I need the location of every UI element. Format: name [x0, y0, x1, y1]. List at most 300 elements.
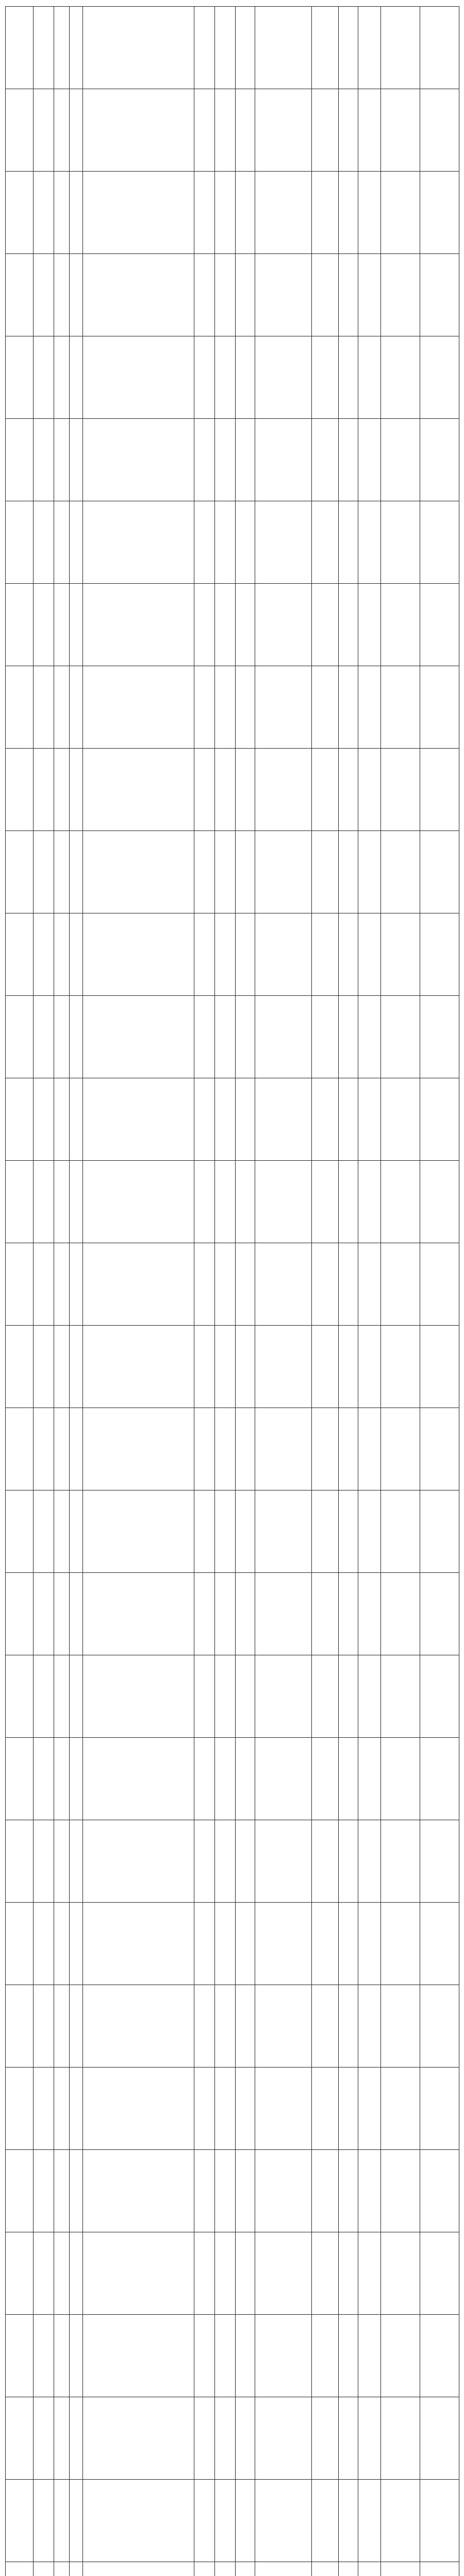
table-cell: [54, 1655, 70, 1738]
table-cell: [194, 1738, 215, 1820]
table-cell: [83, 7, 194, 89]
table-cell: [54, 1985, 70, 2067]
table-cell: [70, 1738, 83, 1820]
table-cell: [54, 1078, 70, 1161]
table-row: [6, 2562, 459, 2576]
table-cell: [312, 419, 339, 501]
table-cell: [236, 1820, 255, 1903]
table-cell: [6, 2480, 34, 2562]
table-cell: [215, 913, 236, 996]
table-cell: [381, 2150, 420, 2232]
table-cell: [381, 1820, 420, 1903]
table-cell: [358, 419, 381, 501]
table-cell: [83, 913, 194, 996]
table-row: [6, 1573, 459, 1655]
table-cell: [194, 254, 215, 336]
table-cell: [70, 419, 83, 501]
table-cell: [236, 1490, 255, 1573]
table-cell: [255, 2067, 312, 2150]
table-cell: [255, 1161, 312, 1243]
table-cell: [358, 1820, 381, 1903]
table-cell: [194, 666, 215, 749]
table-cell: [358, 913, 381, 996]
table-cell: [194, 996, 215, 1078]
table-cell: [215, 1820, 236, 1903]
table-cell: [215, 1490, 236, 1573]
table-cell: [83, 1820, 194, 1903]
table-cell: [312, 7, 339, 89]
table-cell: [358, 7, 381, 89]
table-cell: [34, 2315, 54, 2397]
table-cell: [215, 2480, 236, 2562]
table-cell: [215, 1243, 236, 1326]
table-cell: [420, 419, 459, 501]
table-body: [6, 7, 459, 2576]
table-cell: [194, 1490, 215, 1573]
table-cell: [215, 419, 236, 501]
table-cell: [70, 666, 83, 749]
table-cell: [236, 1573, 255, 1655]
table-cell: [420, 666, 459, 749]
table-cell: [358, 336, 381, 419]
table-cell: [83, 1408, 194, 1490]
table-cell: [83, 749, 194, 831]
table-cell: [420, 172, 459, 254]
table-cell: [358, 1326, 381, 1408]
table-cell: [83, 584, 194, 666]
table-cell: [83, 336, 194, 419]
table-cell: [312, 1326, 339, 1408]
table-cell: [339, 7, 358, 89]
table-row: [6, 2067, 459, 2150]
table-cell: [312, 2562, 339, 2576]
table-cell: [358, 2315, 381, 2397]
table-cell: [54, 1820, 70, 1903]
table-row: [6, 2232, 459, 2315]
table-cell: [70, 1903, 83, 1985]
table-cell: [358, 1655, 381, 1738]
table-cell: [255, 2397, 312, 2480]
table-cell: [34, 1243, 54, 1326]
table-cell: [358, 666, 381, 749]
table-cell: [339, 1655, 358, 1738]
table-cell: [6, 1820, 34, 1903]
table-row: [6, 584, 459, 666]
table-cell: [339, 1985, 358, 2067]
table-cell: [70, 89, 83, 172]
table-cell: [339, 1161, 358, 1243]
table-cell: [255, 2315, 312, 2397]
table-cell: [420, 2150, 459, 2232]
table-cell: [194, 1573, 215, 1655]
table-cell: [255, 172, 312, 254]
table-cell: [70, 913, 83, 996]
table-cell: [420, 1655, 459, 1738]
table-cell: [83, 2150, 194, 2232]
table-cell: [6, 1243, 34, 1326]
table-cell: [83, 1985, 194, 2067]
table-cell: [312, 831, 339, 913]
table-cell: [83, 2232, 194, 2315]
table-cell: [236, 2315, 255, 2397]
table-cell: [381, 254, 420, 336]
table-cell: [6, 1161, 34, 1243]
table-cell: [215, 749, 236, 831]
table-cell: [194, 1985, 215, 2067]
table-cell: [339, 666, 358, 749]
table-cell: [34, 1408, 54, 1490]
table-cell: [381, 1903, 420, 1985]
table-cell: [420, 2067, 459, 2150]
table-cell: [339, 336, 358, 419]
table-cell: [312, 2480, 339, 2562]
table-cell: [54, 913, 70, 996]
table-cell: [420, 501, 459, 584]
table-cell: [83, 254, 194, 336]
table-row: [6, 1985, 459, 2067]
table-cell: [381, 1573, 420, 1655]
table-cell: [70, 7, 83, 89]
table-cell: [54, 501, 70, 584]
table-cell: [215, 1326, 236, 1408]
table-cell: [339, 2480, 358, 2562]
table-cell: [312, 913, 339, 996]
table-cell: [312, 1655, 339, 1738]
table-cell: [420, 996, 459, 1078]
table-cell: [34, 666, 54, 749]
table-cell: [54, 7, 70, 89]
table-cell: [83, 1161, 194, 1243]
table-cell: [83, 2397, 194, 2480]
table-cell: [381, 7, 420, 89]
table-cell: [339, 1573, 358, 1655]
table-cell: [54, 584, 70, 666]
table-cell: [83, 1655, 194, 1738]
table-cell: [358, 2232, 381, 2315]
table-cell: [358, 749, 381, 831]
table-cell: [236, 1985, 255, 2067]
table-cell: [6, 1078, 34, 1161]
table-cell: [255, 1408, 312, 1490]
table-cell: [339, 1078, 358, 1161]
table-cell: [255, 2480, 312, 2562]
table-cell: [236, 831, 255, 913]
table-cell: [215, 2150, 236, 2232]
table-row: [6, 666, 459, 749]
table-cell: [83, 172, 194, 254]
table-cell: [236, 1161, 255, 1243]
table-cell: [381, 1078, 420, 1161]
table-cell: [358, 2480, 381, 2562]
table-cell: [194, 584, 215, 666]
table-row: [6, 7, 459, 89]
table-cell: [215, 2067, 236, 2150]
table-cell: [420, 254, 459, 336]
table-cell: [255, 996, 312, 1078]
table-cell: [6, 1326, 34, 1408]
table-cell: [34, 831, 54, 913]
table-cell: [381, 2480, 420, 2562]
table-cell: [420, 2315, 459, 2397]
table-cell: [358, 501, 381, 584]
table-cell: [420, 2480, 459, 2562]
table-cell: [381, 1326, 420, 1408]
table-cell: [420, 1820, 459, 1903]
table-cell: [215, 1408, 236, 1490]
table-cell: [358, 2397, 381, 2480]
table-cell: [420, 1490, 459, 1573]
table-cell: [194, 1655, 215, 1738]
table-row: [6, 831, 459, 913]
table-cell: [34, 172, 54, 254]
table-cell: [70, 2232, 83, 2315]
table-cell: [6, 89, 34, 172]
table-cell: [34, 749, 54, 831]
table-cell: [70, 336, 83, 419]
table-cell: [215, 1573, 236, 1655]
table-cell: [6, 2315, 34, 2397]
table-cell: [6, 1985, 34, 2067]
table-cell: [312, 996, 339, 1078]
table-cell: [54, 831, 70, 913]
table-cell: [339, 2232, 358, 2315]
table-cell: [54, 419, 70, 501]
table-cell: [194, 749, 215, 831]
table-cell: [34, 2232, 54, 2315]
table-cell: [34, 1573, 54, 1655]
table-cell: [54, 1161, 70, 1243]
table-cell: [381, 666, 420, 749]
table-cell: [34, 1078, 54, 1161]
table-cell: [6, 749, 34, 831]
table-cell: [312, 1738, 339, 1820]
table-cell: [6, 501, 34, 584]
table-cell: [215, 7, 236, 89]
table-cell: [312, 336, 339, 419]
table-cell: [70, 996, 83, 1078]
table-row: [6, 1243, 459, 1326]
table-cell: [312, 1820, 339, 1903]
table-cell: [381, 831, 420, 913]
table-cell: [255, 254, 312, 336]
table-cell: [34, 1326, 54, 1408]
table-cell: [358, 1903, 381, 1985]
table-cell: [6, 419, 34, 501]
table-cell: [255, 2232, 312, 2315]
table-cell: [194, 172, 215, 254]
table-cell: [381, 1490, 420, 1573]
table-row: [6, 2150, 459, 2232]
table-cell: [70, 1078, 83, 1161]
table-row: [6, 89, 459, 172]
table-cell: [194, 7, 215, 89]
table-row: [6, 1738, 459, 1820]
table-cell: [312, 1573, 339, 1655]
table-cell: [420, 831, 459, 913]
table-cell: [194, 1820, 215, 1903]
table-cell: [54, 2232, 70, 2315]
table-cell: [255, 2562, 312, 2576]
table-cell: [420, 1903, 459, 1985]
table-cell: [255, 1655, 312, 1738]
table-cell: [70, 1161, 83, 1243]
table-cell: [255, 336, 312, 419]
table-cell: [215, 1161, 236, 1243]
table-cell: [358, 1078, 381, 1161]
table-cell: [339, 1243, 358, 1326]
table-cell: [54, 336, 70, 419]
table-cell: [34, 501, 54, 584]
table-cell: [236, 336, 255, 419]
table-cell: [34, 1655, 54, 1738]
table-cell: [6, 831, 34, 913]
table-cell: [54, 254, 70, 336]
table-cell: [215, 336, 236, 419]
table-cell: [236, 1655, 255, 1738]
table-cell: [236, 1903, 255, 1985]
table-cell: [420, 749, 459, 831]
table-cell: [194, 1408, 215, 1490]
table-cell: [54, 1326, 70, 1408]
table-cell: [255, 1243, 312, 1326]
table-cell: [420, 7, 459, 89]
table-cell: [339, 419, 358, 501]
table-row: [6, 254, 459, 336]
table-cell: [70, 2315, 83, 2397]
table-cell: [358, 89, 381, 172]
table-cell: [236, 254, 255, 336]
table-cell: [339, 2562, 358, 2576]
table-cell: [54, 1490, 70, 1573]
table-cell: [255, 419, 312, 501]
table-cell: [358, 996, 381, 1078]
table-cell: [312, 501, 339, 584]
table-cell: [236, 749, 255, 831]
table-cell: [215, 2315, 236, 2397]
table-cell: [215, 1985, 236, 2067]
table-cell: [381, 2067, 420, 2150]
table-cell: [312, 584, 339, 666]
table-cell: [312, 2232, 339, 2315]
table-cell: [34, 7, 54, 89]
table-cell: [312, 1408, 339, 1490]
table-cell: [339, 913, 358, 996]
table-cell: [54, 1243, 70, 1326]
table-cell: [381, 419, 420, 501]
table-cell: [358, 1985, 381, 2067]
table-cell: [358, 831, 381, 913]
table-cell: [358, 1161, 381, 1243]
table-row: [6, 419, 459, 501]
table-cell: [236, 419, 255, 501]
table-row: [6, 501, 459, 584]
table-cell: [194, 1326, 215, 1408]
table-cell: [312, 2397, 339, 2480]
table-cell: [194, 1078, 215, 1161]
table-cell: [215, 1738, 236, 1820]
table-cell: [236, 1738, 255, 1820]
table-cell: [420, 1326, 459, 1408]
table-cell: [420, 336, 459, 419]
table-cell: [420, 1078, 459, 1161]
table-cell: [83, 2315, 194, 2397]
table-cell: [83, 1078, 194, 1161]
table-cell: [194, 2315, 215, 2397]
table-cell: [70, 2150, 83, 2232]
table-cell: [6, 913, 34, 996]
table-cell: [54, 2397, 70, 2480]
table-cell: [358, 1243, 381, 1326]
table-cell: [255, 1326, 312, 1408]
table-cell: [358, 254, 381, 336]
table-cell: [420, 2232, 459, 2315]
table-cell: [34, 1161, 54, 1243]
table-cell: [6, 7, 34, 89]
table-cell: [312, 172, 339, 254]
table-cell: [381, 584, 420, 666]
table-cell: [312, 254, 339, 336]
table-cell: [83, 419, 194, 501]
table-cell: [70, 749, 83, 831]
table-cell: [381, 172, 420, 254]
table-cell: [381, 1408, 420, 1490]
table-row: [6, 1408, 459, 1490]
table-row: [6, 172, 459, 254]
table-cell: [194, 913, 215, 996]
table-cell: [34, 1820, 54, 1903]
table-cell: [312, 666, 339, 749]
table-cell: [312, 1243, 339, 1326]
table-cell: [54, 89, 70, 172]
table-cell: [83, 831, 194, 913]
table-cell: [420, 913, 459, 996]
table-cell: [236, 996, 255, 1078]
table-row: [6, 1326, 459, 1408]
table-row: [6, 2315, 459, 2397]
table-cell: [70, 2562, 83, 2576]
table-cell: [194, 1903, 215, 1985]
table-cell: [70, 1820, 83, 1903]
table-row: [6, 749, 459, 831]
table-row: [6, 2397, 459, 2480]
table-cell: [6, 1408, 34, 1490]
table-cell: [34, 89, 54, 172]
table-cell: [236, 584, 255, 666]
table-cell: [215, 666, 236, 749]
table-cell: [6, 2150, 34, 2232]
table-cell: [381, 2315, 420, 2397]
table-cell: [83, 1573, 194, 1655]
table-cell: [381, 2232, 420, 2315]
table-cell: [339, 2397, 358, 2480]
table-cell: [420, 1985, 459, 2067]
table-cell: [312, 1985, 339, 2067]
table-cell: [83, 1738, 194, 1820]
table-cell: [70, 1408, 83, 1490]
table-cell: [215, 996, 236, 1078]
table-cell: [83, 501, 194, 584]
table-cell: [54, 172, 70, 254]
table-cell: [255, 749, 312, 831]
table-cell: [236, 1078, 255, 1161]
table-cell: [420, 1161, 459, 1243]
table-cell: [6, 1738, 34, 1820]
table-cell: [255, 1490, 312, 1573]
table-cell: [358, 2562, 381, 2576]
table-cell: [194, 2150, 215, 2232]
table-cell: [83, 666, 194, 749]
table-cell: [70, 1655, 83, 1738]
